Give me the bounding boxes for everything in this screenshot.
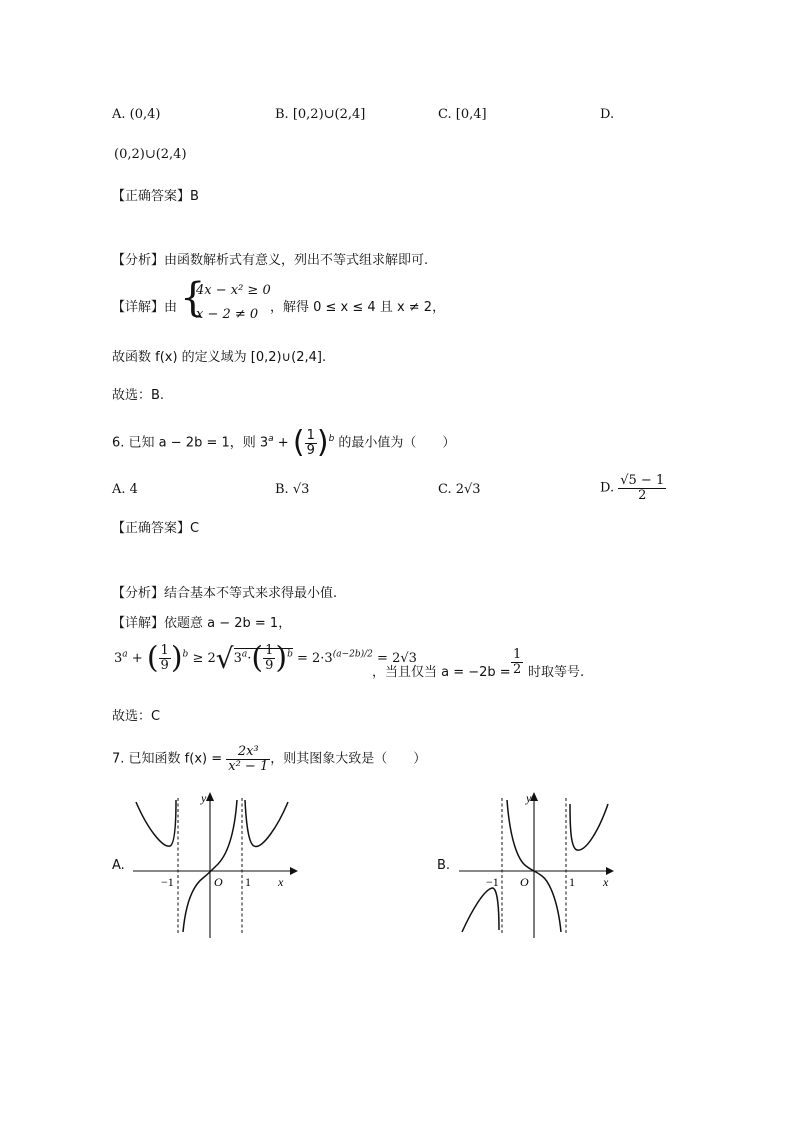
graph-b-y-label: y <box>526 791 532 805</box>
q5-system-line1: 4x − x² ≥ 0 <box>196 283 271 298</box>
q6-detail-end: 时取等号. <box>528 665 585 680</box>
q5-brace: { <box>180 275 206 321</box>
q7-frac-den: x² − 1 <box>228 758 269 774</box>
q5-system-line2: x − 2 ≠ 0 <box>196 307 259 322</box>
q6-analysis: 【分析】结合基本不等式来求得最小值. <box>112 586 338 601</box>
q5-option-a: A. (0,4) <box>112 107 161 122</box>
graph-b-curve-right <box>570 804 608 850</box>
q6-stem-suffix: 的最小值为（ ） <box>334 435 456 451</box>
graph-a-y-arrow <box>206 792 214 801</box>
q7-frac-num: 2x³ <box>226 745 270 760</box>
q7-stem-prefix: 7. 已知函数 f(x) = <box>112 751 223 767</box>
graph-a-label: A. <box>112 858 125 873</box>
graph-b-tick-neg: −1 <box>486 875 499 889</box>
q5-detail-label: 【详解】由 <box>112 300 178 315</box>
q6-stem-prefix: 6. 已知 a − 2b = 1，则 3 <box>112 435 269 451</box>
q6-detail: 【详解】依题意 a − 2b = 1， <box>112 616 292 631</box>
q6-option-d-num: √5 − 1 <box>620 473 665 488</box>
q6-stem: 6. 已知 a − 2b = 1，则 $3^a$ + ( $\frac{1}{9}$ )$^b$ 的最小值为（ ） <box>112 425 456 460</box>
q5-choice: 故选：B. <box>112 388 165 403</box>
q7-stem <box>112 745 426 773</box>
q6-detail-tail: ，当且仅当 a = −2b = <box>372 665 511 680</box>
q6-half: $\frac{1}{2}$ <box>513 647 522 677</box>
graph-a <box>128 790 298 938</box>
graph-b-origin: O <box>520 875 529 889</box>
q6-answer: 【正确答案】C <box>112 521 200 536</box>
q6-option-d-label: D. <box>600 480 615 496</box>
graph-a-x-arrow <box>290 867 298 875</box>
graph-a-tick-neg: −1 <box>161 875 174 889</box>
graph-b <box>456 790 616 938</box>
graph-b-x-label: x <box>603 875 609 889</box>
q5-answer: 【正确答案】B <box>112 189 199 204</box>
graph-a-tick-pos: 1 <box>245 875 251 889</box>
q6-math-chain: $3^a$ + ( $\frac{1}{9}$ )$^b \ge 2√3^a\cdot$( $\frac{1}{9}$ )$^b = 2\cdot 3^{(a-2b)/2} = 2√3$ <box>114 640 417 676</box>
graph-a-origin: O <box>214 875 223 889</box>
q6-option-b: B. √3 <box>275 482 310 497</box>
q6-option-a: A. 4 <box>112 482 138 497</box>
graph-b-tick-pos: 1 <box>569 875 575 889</box>
q7-stem-suffix: ，则其图象大致是（ ） <box>270 751 427 767</box>
graph-b-label: B. <box>437 858 451 873</box>
graph-a-x-label: x <box>278 875 284 889</box>
q5-analysis: 【分析】由函数解析式有意义，列出不等式组求解即可. <box>112 253 429 268</box>
q5-option-d: D. <box>600 107 615 122</box>
graph-b-x-arrow <box>606 867 614 875</box>
q5-detail-tail: ，解得 0 ≤ x ≤ 4 且 x ≠ 2， <box>270 300 446 315</box>
graph-a-curve-left <box>136 800 176 846</box>
q5-conclusion: 故函数 f(x) 的定义域为 [0,2)∪(2,4]. <box>112 350 327 365</box>
q5-option-d-value: (0,2)∪(2,4) <box>114 147 187 162</box>
q6-choice: 故选：C <box>112 709 161 724</box>
q6-option-d-den: 2 <box>638 487 647 503</box>
q5-option-b: B. [0,2)∪(2,4] <box>275 107 366 122</box>
q6-option-d <box>600 474 666 502</box>
graph-b-curve-left <box>462 888 499 932</box>
graph-a-curve-right <box>245 800 288 846</box>
q6-option-c: C. 2√3 <box>438 482 481 497</box>
q5-option-c: C. [0,4] <box>438 107 487 122</box>
graph-a-y-label: y <box>201 791 207 805</box>
